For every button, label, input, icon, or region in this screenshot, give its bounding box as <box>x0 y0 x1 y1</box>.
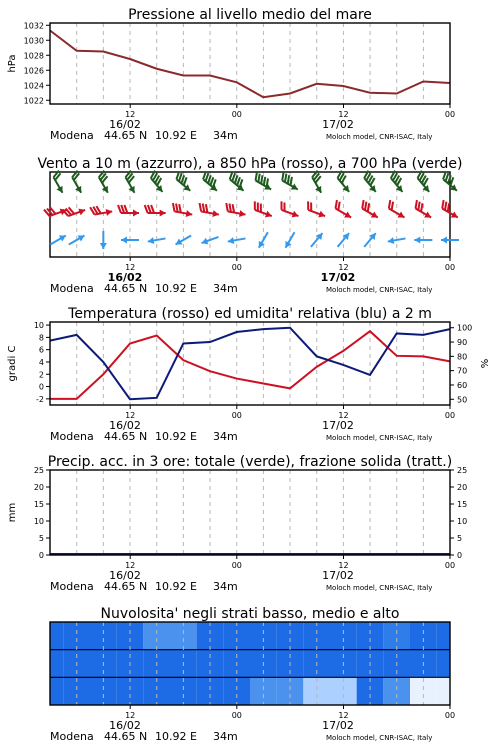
wind-barb-flag <box>252 201 258 210</box>
time-tick-label: 12 <box>125 411 136 420</box>
time-tick-label: 12 <box>125 110 136 119</box>
humidity-line <box>50 328 450 400</box>
date-label: 16/02 <box>109 719 141 732</box>
wind-barb-flag <box>145 205 148 213</box>
y-tick-label: 60 <box>457 380 468 390</box>
wind-barb <box>90 204 113 219</box>
date-label: 16/02 <box>109 569 141 582</box>
location-lat: 44.65 N <box>104 282 148 295</box>
wind-barb-head <box>371 211 380 220</box>
chart-title: Precip. acc. in 3 ore: totale (verde), frazione solida (tratt.) <box>47 454 453 470</box>
precip-frame <box>50 470 450 555</box>
cloud-cell <box>197 622 224 650</box>
wind-barb <box>63 202 87 220</box>
y-tick-label: 0 <box>38 551 44 560</box>
cloud-cell <box>357 622 384 650</box>
location-lon: 10.92 E <box>155 129 197 142</box>
model-credit: Moloch model, CNR-ISAC, Italy <box>326 434 433 442</box>
cloud-cell <box>50 622 63 650</box>
wind-barb <box>360 171 382 194</box>
wind-barb <box>413 171 435 194</box>
wind-barb-flag <box>279 201 285 210</box>
time-tick-label: 00 <box>444 263 456 272</box>
y-axis-label: gradi C <box>7 345 18 382</box>
y-tick-label: 1028 <box>23 51 44 61</box>
y-tick-label: 1026 <box>23 66 44 76</box>
y-tick-label: 5 <box>457 534 463 543</box>
wind-barb-flag <box>121 205 124 213</box>
date-label: 16/02 <box>109 118 141 131</box>
wind-barb <box>49 171 69 195</box>
location-lon: 10.92 E <box>155 282 197 295</box>
chart-title: Pressione al livello medio del mare <box>128 7 372 23</box>
location-elev: 34m <box>213 730 238 743</box>
location-lon: 10.92 E <box>155 580 197 593</box>
y-tick-label: 4 <box>38 357 44 367</box>
cloud-cell <box>383 622 410 650</box>
wind-barb <box>145 205 166 217</box>
time-tick-label: 00 <box>231 411 242 420</box>
y-tick-label: 20 <box>33 483 44 492</box>
wind-barb <box>278 201 302 219</box>
y-tick-label: 15 <box>33 500 44 509</box>
location-city: Modena <box>50 580 94 593</box>
cloud-cell <box>50 650 63 678</box>
model-credit: Moloch model, CNR-ISAC, Italy <box>326 584 433 592</box>
wind-frame <box>50 172 450 257</box>
location-elev: 34m <box>213 580 238 593</box>
wind-barb-head <box>264 183 273 192</box>
location-lon: 10.92 E <box>155 730 197 743</box>
wind-barb-head <box>291 183 300 192</box>
temp-frame <box>50 322 450 405</box>
chart-title: Vento a 10 m (azzurro), a 850 hPa (rosso), a 700 hPa (verde) <box>37 156 463 172</box>
y-tick-label: 10 <box>33 517 44 526</box>
y-tick-label: 50 <box>457 395 468 405</box>
y-tick-label: 10 <box>33 321 44 331</box>
wind-barb <box>100 231 107 249</box>
cloud-cell <box>143 622 170 650</box>
wind-barb <box>358 200 382 220</box>
y-tick-label: 1022 <box>23 96 44 106</box>
wind-arrow-head <box>414 237 420 244</box>
wind-barb <box>331 200 355 220</box>
wind-barb <box>68 171 88 195</box>
time-tick-label: 12 <box>338 263 349 272</box>
time-tick-label: 12 <box>338 411 349 420</box>
pressure-frame <box>50 23 450 104</box>
wind-barb <box>171 203 194 218</box>
cloud-cell <box>410 622 437 650</box>
y-tick-label: 10 <box>457 517 468 526</box>
wind-barb-head <box>424 211 433 220</box>
location-elev: 34m <box>213 282 238 295</box>
time-tick-label: 00 <box>444 411 456 420</box>
y-tick-label: 90 <box>457 338 468 348</box>
wind-barb <box>308 171 328 195</box>
cloud-cell <box>277 622 304 650</box>
location-lat: 44.65 N <box>104 580 148 593</box>
date-label: 17/02 <box>320 271 356 284</box>
date-label: 17/02 <box>322 569 354 582</box>
wind-barb <box>94 171 114 195</box>
y-tick-label: 1030 <box>23 36 44 46</box>
location-city: Modena <box>50 282 94 295</box>
model-credit: Moloch model, CNR-ISAC, Italy <box>326 133 433 141</box>
y-tick-label: 0 <box>38 382 44 392</box>
wind-arrow-head <box>174 238 183 247</box>
location-city: Modena <box>50 129 94 142</box>
time-tick-label: 12 <box>125 711 136 720</box>
wind-arrow-head <box>78 232 87 241</box>
wind-barb <box>333 171 355 194</box>
time-tick-label: 00 <box>231 110 242 119</box>
wind-barb <box>411 200 435 220</box>
y-tick-label: 15 <box>457 500 468 509</box>
chart-title: Nuvolosita' negli strati basso, medio e alto <box>100 606 400 622</box>
y-tick-label: 6 <box>38 345 44 355</box>
wind-barb <box>386 171 408 194</box>
cloud-cell <box>330 622 357 650</box>
wind-barb-head <box>451 211 460 220</box>
time-tick-label: 12 <box>338 561 349 570</box>
y-axis-label-right: % <box>480 358 491 369</box>
time-tick-label: 12 <box>125 263 136 272</box>
cloud-cell <box>437 677 450 705</box>
wind-barb <box>118 205 139 217</box>
wind-barb <box>385 200 409 220</box>
time-tick-label: 00 <box>231 263 242 272</box>
date-label: 17/02 <box>322 719 354 732</box>
y-tick-label: 2 <box>38 370 44 380</box>
time-tick-label: 00 <box>444 110 456 119</box>
cloud-cell <box>90 622 117 650</box>
wind-arrow-head <box>121 237 127 244</box>
cloud-cell <box>223 622 250 650</box>
wind-barb-head <box>56 186 65 195</box>
cloud-cell <box>170 622 197 650</box>
wind-arrow-head <box>59 232 68 241</box>
wind-barb <box>224 203 247 218</box>
y-tick-label: 70 <box>457 366 468 376</box>
cloud-cell <box>50 677 63 705</box>
y-tick-label: 20 <box>457 483 468 492</box>
y-tick-label: 0 <box>457 551 463 560</box>
cloud-cell <box>437 622 450 650</box>
wind-barb <box>198 203 221 218</box>
wind-arrow-head <box>441 237 447 244</box>
cloud-cell <box>63 622 90 650</box>
wind-barb-flag <box>118 205 121 213</box>
wind-barb <box>48 232 67 247</box>
y-tick-label: 1024 <box>23 81 44 91</box>
date-label: 16/02 <box>107 271 143 284</box>
pressure-line <box>50 31 450 98</box>
y-tick-label: -2 <box>36 394 44 404</box>
y-tick-label: 80 <box>457 352 468 362</box>
wind-barb-head <box>398 211 407 220</box>
wind-barb <box>121 171 141 195</box>
y-axis-label: hPa <box>7 54 18 73</box>
y-tick-label: 100 <box>457 323 473 333</box>
wind-barb <box>251 201 275 219</box>
location-lon: 10.92 E <box>155 430 197 443</box>
temperature-line <box>50 331 450 399</box>
wind-barb <box>304 201 328 219</box>
time-tick-label: 00 <box>231 561 242 570</box>
wind-barb-flag <box>305 201 311 210</box>
time-tick-label: 00 <box>231 711 242 720</box>
y-tick-label: 25 <box>457 466 468 475</box>
time-tick-label: 12 <box>338 711 349 720</box>
cloud-cell <box>303 622 330 650</box>
y-tick-label: 25 <box>33 466 44 475</box>
wind-barb <box>146 171 168 194</box>
location-city: Modena <box>50 730 94 743</box>
wind-barb-head <box>160 210 166 217</box>
date-label: 17/02 <box>322 419 354 432</box>
wind-arrow-head <box>100 243 107 249</box>
y-tick-label: 8 <box>38 333 44 343</box>
chart-title: Temperatura (rosso) ed umidita' relativa (blu) a 2 m <box>68 306 432 322</box>
cloud-cell <box>437 650 450 678</box>
location-elev: 34m <box>213 129 238 142</box>
location-lat: 44.65 N <box>104 430 148 443</box>
date-label: 17/02 <box>322 118 354 131</box>
wind-barb-head <box>133 210 139 217</box>
wind-barb-flag <box>151 205 154 213</box>
wind-barb-flag <box>124 205 127 213</box>
cloud-cell <box>250 622 277 650</box>
location-city: Modena <box>50 430 94 443</box>
time-tick-label: 12 <box>125 561 136 570</box>
date-label: 16/02 <box>109 419 141 432</box>
model-credit: Moloch model, CNR-ISAC, Italy <box>326 286 433 294</box>
wind-barb-head <box>344 211 353 220</box>
location-elev: 34m <box>213 430 238 443</box>
location-lat: 44.65 N <box>104 129 148 142</box>
cloud-cell <box>117 622 144 650</box>
time-tick-label: 12 <box>338 110 349 119</box>
wind-barb-flag <box>148 205 151 213</box>
y-tick-label: 5 <box>38 534 44 543</box>
time-tick-label: 00 <box>444 711 456 720</box>
time-tick-label: 00 <box>444 561 456 570</box>
model-credit: Moloch model, CNR-ISAC, Italy <box>326 734 433 742</box>
y-tick-label: 1032 <box>23 21 44 31</box>
y-axis-label: mm <box>7 502 18 523</box>
location-lat: 44.65 N <box>104 730 148 743</box>
